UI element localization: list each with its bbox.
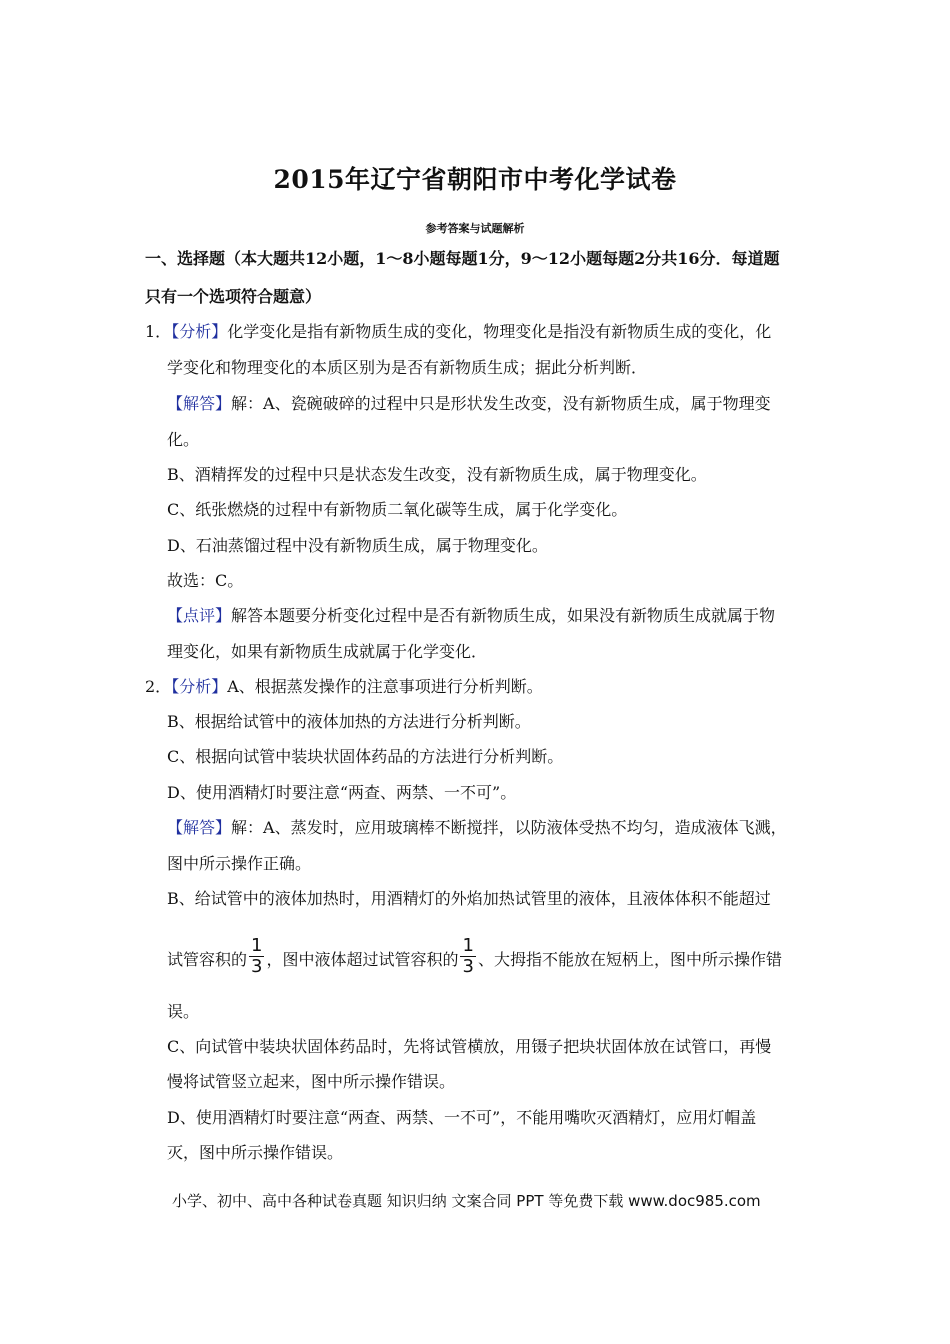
q2-answer-line1	[167, 817, 787, 839]
fraction-one-third	[460, 937, 475, 976]
q1-analysis-tag: 【分析】	[171, 322, 228, 341]
q2-analysis-tag: 【分析】	[171, 677, 228, 696]
fraction-denominator: 3	[251, 956, 263, 977]
q2-analysis-line1	[145, 676, 543, 698]
q1-comment-tag: 【点评】	[167, 606, 232, 625]
q2-answer-tag: 【解答】	[167, 818, 232, 837]
q2-answer-b2-post: 、大拇指不能放在短柄上，图中所示操作错	[477, 950, 782, 969]
q1-answer-line1	[167, 393, 771, 415]
page-subtitle: 参考答案与试题解析	[425, 222, 525, 235]
fraction-denominator: 3	[462, 956, 474, 977]
q1-analysis-line2: 学变化和物理变化的本质区别为是否有新物质生成；据此分析判断．	[167, 358, 648, 377]
page-title: 2015年辽宁省朝阳市中考化学试卷	[273, 165, 677, 194]
q2-answer-b2-pre: 试管容积的	[167, 950, 248, 969]
fraction-numerator: 1	[251, 935, 263, 956]
q1-comment-line2: 理变化，如果有新物质生成就属于化学变化．	[167, 642, 488, 661]
q2-answer-b1: B、给试管中的液体加热时，用酒精灯的外焰加热试管里的液体，且液体体积不能超过	[167, 889, 771, 908]
section-heading-line1: 一、选择题（本大题共12小题，1～8小题每题1分，9～12小题每题2分共16分．每道题	[145, 249, 780, 268]
q1-answer-tag: 【解答】	[167, 394, 232, 413]
q2-analysis-b: B、根据给试管中的液体加热的方法进行分析判断。	[167, 712, 531, 731]
q1-number: 1．	[145, 322, 172, 341]
q2-number: 2．	[145, 677, 172, 696]
q2-answer-d1: D、使用酒精灯时要注意“两查、两禁、一不可”，不能用嘴吹灭酒精灯，应用灯帽盖	[167, 1108, 757, 1127]
q1-comment-text: 解答本题要分析变化过程中是否有新物质生成，如果没有新物质生成就属于物	[231, 606, 776, 625]
q2-answer-b2	[167, 935, 782, 980]
q2-analysis-c: C、根据向试管中装块状固体药品的方法进行分析判断。	[167, 747, 564, 766]
q2-answer-a1: 解：A、蒸发时，应用玻璃棒不断搅拌，以防液体受热不均匀，造成液体飞溅，	[231, 818, 787, 837]
q1-choice: 故选：C。	[167, 571, 244, 590]
q1-option-c: C、纸张燃烧的过程中有新物质二氧化碳等生成，属于化学变化。	[167, 500, 628, 519]
page-footer: 小学、初中、高中各种试卷真题 知识归纳 文案合同 PPT 等免费下载 www.doc985.com	[172, 1192, 761, 1210]
q2-answer-d2: 灭，图中所示操作错误。	[167, 1143, 344, 1162]
q1-answer-text: 解：A、瓷碗破碎的过程中只是形状发生改变，没有新物质生成，属于物理变	[231, 394, 771, 413]
q1-answer-line2: 化。	[167, 430, 200, 449]
q1-option-b: B、酒精挥发的过程中只是状态发生改变，没有新物质生成，属于物理变化。	[167, 465, 707, 484]
q2-answer-b2-mid: ，图中液体超过试管容积的	[266, 950, 459, 969]
q2-analysis-d: D、使用酒精灯时要注意“两查、两禁、一不可”。	[167, 783, 517, 802]
q1-analysis-text: 化学变化是指有新物质生成的变化，物理变化是指没有新物质生成的变化，化	[227, 322, 772, 341]
q2-analysis-a: A、根据蒸发操作的注意事项进行分析判断。	[227, 677, 543, 696]
q1-analysis-line1	[145, 321, 771, 343]
fraction-one-third	[249, 937, 264, 976]
q2-answer-c2: 慢将试管竖立起来，图中所示操作错误。	[167, 1072, 456, 1091]
q1-comment-line1	[167, 605, 775, 627]
q1-option-d: D、石油蒸馏过程中没有新物质生成，属于物理变化。	[167, 536, 548, 555]
q2-answer-a2: 图中所示操作正确。	[167, 854, 312, 873]
fraction-numerator: 1	[462, 935, 474, 956]
q2-answer-c1: C、向试管中装块状固体药品时，先将试管横放，用镊子把块状固体放在试管口，再慢	[167, 1037, 772, 1056]
section-heading-line2: 只有一个选项符合题意）	[145, 287, 322, 306]
q2-answer-b3: 误。	[167, 1002, 200, 1021]
